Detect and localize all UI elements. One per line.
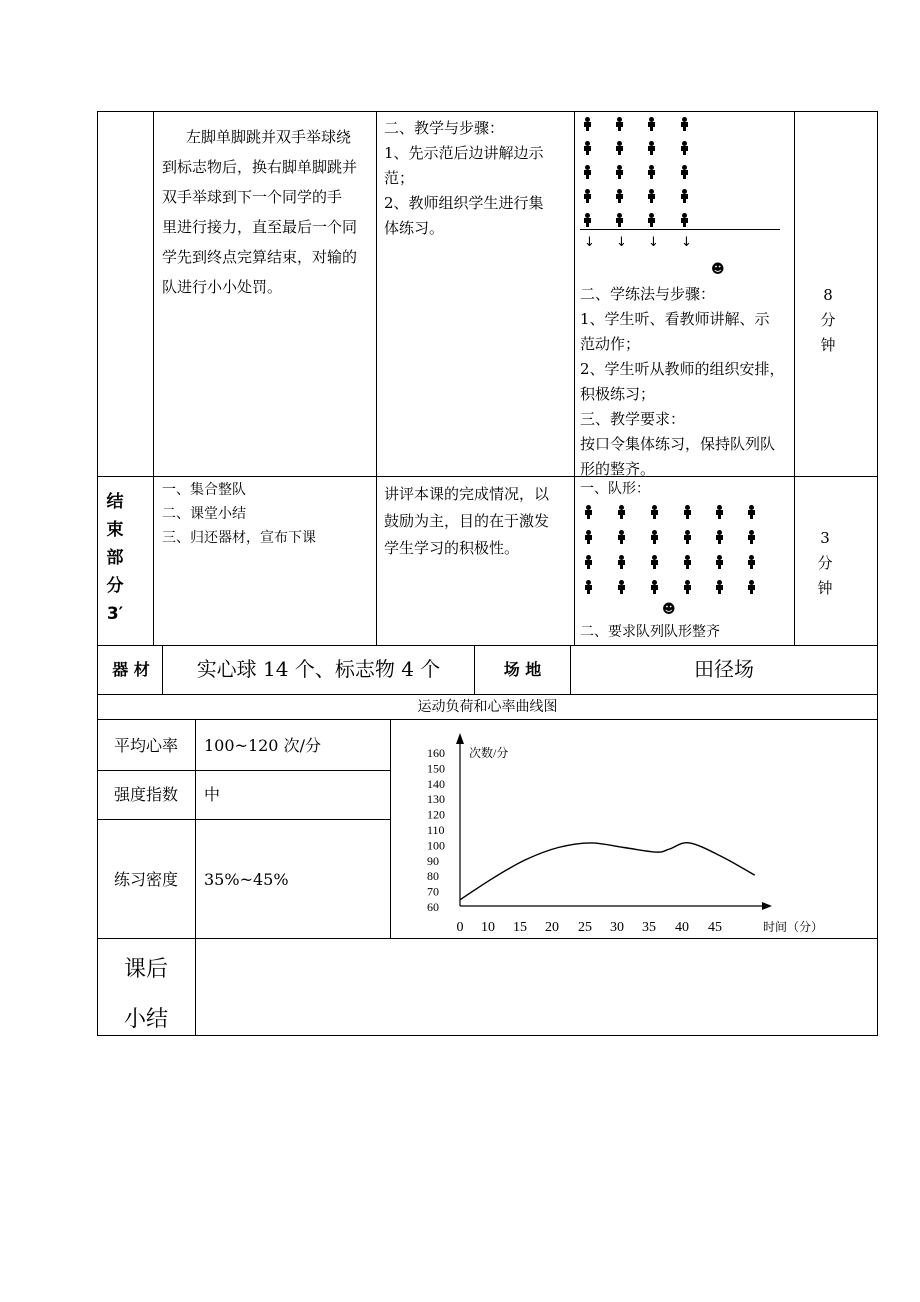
- student-figure-icon: [615, 141, 623, 155]
- student-figure-icon: [683, 530, 691, 544]
- venue-value: 田径场: [694, 657, 754, 681]
- equipment-label: 器 材: [112, 660, 150, 679]
- student-figure-icon: [617, 580, 625, 594]
- section2-teacher-method: 讲评本课的完成情况，以 鼓励为主，目的在于激发 学生学习的积极性。: [384, 485, 550, 557]
- teacher-icon: ☻: [662, 602, 676, 617]
- student-figure-icon: [680, 189, 688, 203]
- student-figure-icon: [650, 555, 658, 569]
- section1-formation-diagram: [580, 112, 792, 282]
- venue-label: 场 地: [503, 660, 542, 679]
- density-value: 35%~45%: [204, 870, 289, 889]
- student-figure-icon: [647, 165, 655, 179]
- y-tick-label: 60: [427, 900, 439, 914]
- section1-teacher-method: 二、教学与步骤： 1、先示范后边讲解边示 范； 2、教师组织学生进行集 体练习。: [384, 119, 544, 237]
- x-axis-label: 时间（分）: [763, 920, 824, 934]
- student-figure-icon: [715, 580, 723, 594]
- student-figure-icon: [680, 117, 688, 131]
- section1-student-method: 二、学练法与步骤： 1、学生听、看教师讲解、示 范动作； 2、学生听从教师的组织安排， 积极练习； 三、教学要求： 按口令集体练习，保持队列队 形的整齐。: [580, 285, 785, 478]
- heart-rate-chart: [391, 720, 877, 938]
- student-figure-icon: [615, 165, 623, 179]
- student-figure-icon: [583, 117, 591, 131]
- student-figure-icon: [747, 555, 755, 569]
- x-axis-arrow: [762, 902, 772, 910]
- x-tick-label: 30: [610, 920, 624, 935]
- teacher-icon: ☻: [711, 262, 725, 277]
- avg-heart-rate-value: 100~120 次/分: [204, 736, 321, 755]
- student-figure-icon: [583, 189, 591, 203]
- student-figure-icon: [617, 505, 625, 519]
- student-figure-icon: [715, 505, 723, 519]
- y-tick-label: 110: [427, 823, 445, 837]
- student-figure-icon: [584, 530, 592, 544]
- student-figure-icon: [617, 555, 625, 569]
- student-figure-icon: [647, 189, 655, 203]
- x-tick-label: 45: [708, 920, 722, 935]
- y-tick-label: 140: [427, 776, 445, 791]
- student-figure-icon: [584, 580, 592, 594]
- y-axis-arrow: [456, 733, 464, 744]
- student-figure-icon: [683, 555, 691, 569]
- student-figure-icon: [650, 505, 658, 519]
- student-figure-icon: [647, 141, 655, 155]
- y-axis-label: 次数/分: [469, 746, 509, 760]
- x-tick-label: 20: [545, 920, 559, 935]
- section2-time: 3 分 钟: [817, 529, 833, 597]
- student-figure-icon: [683, 580, 691, 594]
- student-figure-icon: [615, 213, 623, 227]
- y-tick-label: 120: [427, 807, 445, 822]
- x-tick-label: 0: [456, 920, 464, 935]
- student-figure-icon: [584, 505, 592, 519]
- section2-formation-diagram: [580, 500, 792, 620]
- y-tick-label: 150: [427, 761, 445, 776]
- y-tick-label: 90: [427, 853, 439, 868]
- section2-formation-title: 一、队形：: [580, 481, 650, 497]
- heart-rate-line: [460, 843, 755, 900]
- intensity-value: 中: [204, 785, 221, 804]
- equipment-value: 实心球 14 个、标志物 4 个: [196, 657, 441, 681]
- student-figure-icon: [747, 580, 755, 594]
- student-figure-icon: [715, 555, 723, 569]
- arrow-down-icon: ↓: [681, 235, 692, 250]
- section2-formation-requirement: 二、要求队列队形整齐: [580, 624, 720, 640]
- arrow-down-icon: ↓: [648, 235, 659, 250]
- section1-time: 8 分 钟: [820, 286, 836, 354]
- y-tick-label: 130: [427, 792, 445, 807]
- student-figure-icon: [617, 530, 625, 544]
- student-figure-icon: [583, 141, 591, 155]
- x-tick-label: 15: [513, 920, 527, 935]
- x-tick-label: 35: [642, 920, 656, 935]
- student-figure-icon: [615, 189, 623, 203]
- student-figure-icon: [680, 165, 688, 179]
- section2-label: 结 束 部 分 3′: [106, 492, 124, 624]
- student-figure-icon: [650, 530, 658, 544]
- student-figure-icon: [615, 117, 623, 131]
- student-figure-icon: [680, 141, 688, 155]
- student-figure-icon: [747, 505, 755, 519]
- student-figure-icon: [584, 555, 592, 569]
- summary-label: 课后 小结: [123, 957, 168, 1032]
- student-figure-icon: [583, 165, 591, 179]
- student-figure-icon: [583, 213, 591, 227]
- x-tick-label: 25: [578, 920, 592, 935]
- student-figure-icon: [715, 530, 723, 544]
- student-figure-icon: [647, 117, 655, 131]
- student-figure-icon: [680, 213, 688, 227]
- x-tick-label: 40: [675, 920, 689, 935]
- y-tick-label: 100: [427, 838, 445, 853]
- student-figure-icon: [647, 213, 655, 227]
- avg-heart-rate-label: 平均心率: [113, 736, 178, 755]
- density-label: 练习密度: [113, 870, 178, 889]
- y-tick-label: 80: [427, 869, 439, 884]
- student-figure-icon: [650, 580, 658, 594]
- section2-content: 一、集合整队 二、课堂小结 三、归还器材，宣布下课: [162, 482, 316, 546]
- chart-section-title: 运动负荷和心率曲线图: [417, 699, 558, 715]
- arrow-down-icon: ↓: [584, 235, 595, 250]
- y-tick-label: 160: [427, 746, 445, 760]
- y-tick-label: 70: [427, 884, 439, 899]
- student-figure-icon: [683, 505, 691, 519]
- intensity-label: 强度指数: [113, 785, 178, 804]
- student-figure-icon: [747, 530, 755, 544]
- section1-content: 左脚单脚跳并双手举球绕 到标志物后，换右脚单脚跳并 双手举球到下一个同学的手 里进行接力，直至最后一个同 学先到终点完算结束，对输的 队进行小小处罚。: [162, 128, 358, 296]
- arrow-down-icon: ↓: [616, 235, 627, 250]
- x-tick-label: 10: [481, 920, 495, 935]
